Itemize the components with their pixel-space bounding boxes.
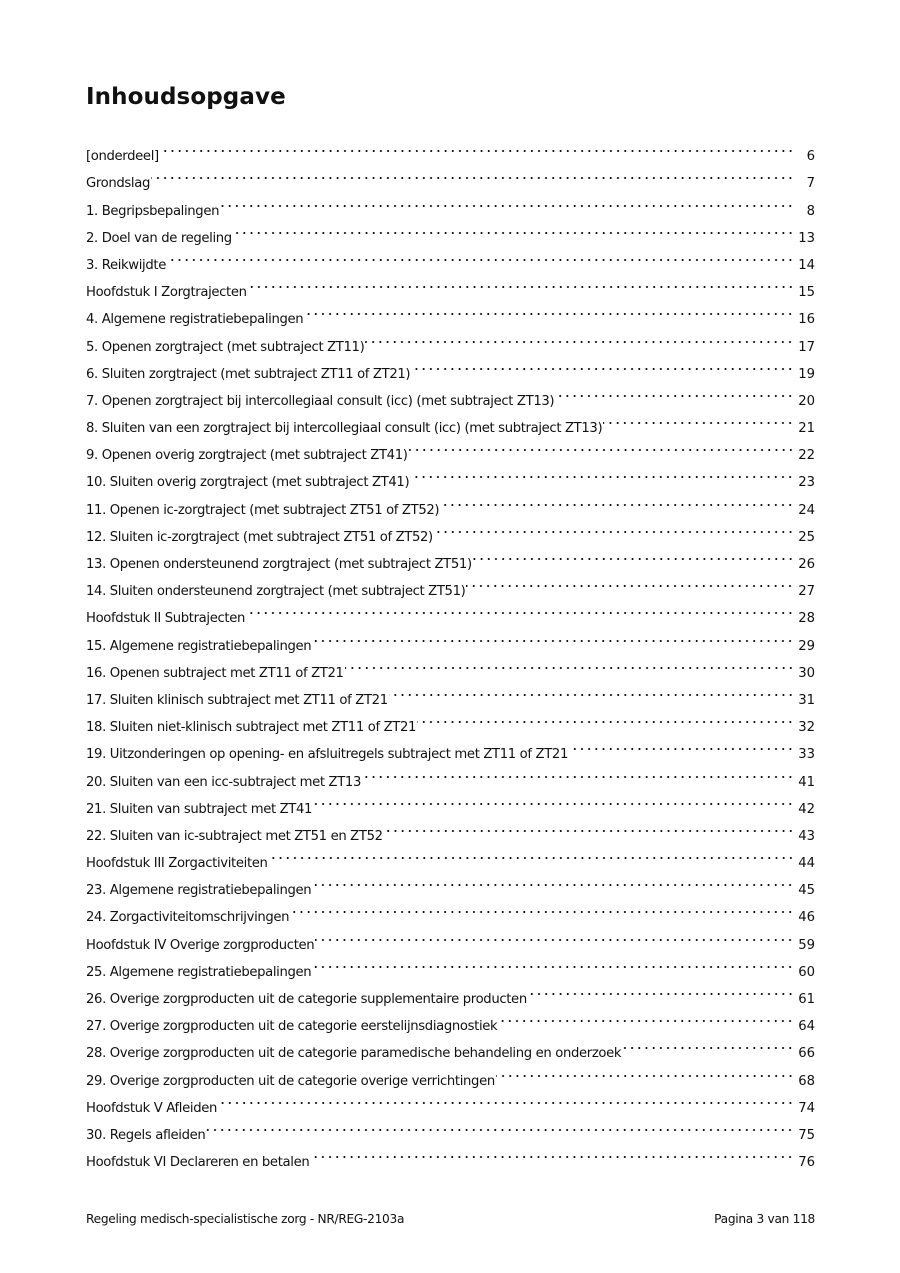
toc-dot-leader [345, 650, 794, 677]
toc-entry-page-number: 7 [806, 176, 815, 192]
toc-entry-label: 19. Uitzonderingen op opening- en afsluitregels subtraject met ZT11 of ZT21 [86, 747, 568, 763]
toc-dot-leader [206, 1112, 794, 1139]
toc-dot-leader [248, 269, 794, 296]
toc-entry-page-number: 59 [798, 937, 815, 953]
toc-entry-label: 12. Sluiten ic-zorgtraject (met subtraject ZT51 of ZT52) [86, 529, 433, 545]
toc-dot-leader [410, 459, 794, 486]
toc-entry-page-number: 27 [798, 584, 815, 600]
toc-dot-leader [411, 351, 794, 378]
toc-entry-label: Hoofdstuk III Zorgactiviteiten [86, 856, 268, 872]
toc-dot-leader [312, 867, 794, 894]
toc-dot-leader [603, 405, 794, 432]
toc-entry-page-number: 41 [798, 774, 815, 790]
toc-dot-leader [315, 921, 794, 948]
toc-entry-page-number: 29 [798, 638, 815, 654]
page-title: Inhoudsopgave [86, 84, 286, 110]
toc-entry-page-number: 26 [798, 557, 815, 572]
toc-dot-leader [384, 813, 794, 840]
toc-entry-page-number: 14 [798, 257, 815, 273]
toc-dot-leader [417, 704, 794, 731]
toc-entry-page-number: 22 [798, 448, 815, 464]
toc-entry-label: 17. Sluiten klinisch subtraject met ZT11 of ZT21 [86, 692, 388, 708]
toc-entry-page-number: 75 [798, 1127, 815, 1143]
toc-dot-leader [466, 568, 794, 595]
toc-entry-label: 26. Overige zorgproducten uit de categorie supplementaire producten [86, 992, 527, 1007]
toc-entry-page-number: 28 [798, 611, 815, 627]
toc-dot-leader [498, 1003, 794, 1030]
toc-dot-leader [310, 1139, 794, 1166]
toc-entry-label: 16. Openen subtraject met ZT11 of ZT21 [86, 665, 344, 681]
toc-dot-leader [313, 786, 794, 813]
toc-entry-label: 18. Sluiten niet-klinisch subtraject met ZT11 of ZT21 [86, 720, 417, 736]
toc-dot-leader [246, 595, 794, 622]
toc-entry-page-number: 16 [798, 312, 815, 328]
toc-entry-label: 27. Overige zorgproducten uit de categorie eerstelijnsdiagnostiek [86, 1019, 498, 1035]
toc-entry-page-number: 19 [798, 366, 815, 382]
toc-dot-leader [233, 215, 794, 242]
toc-entry-page-number: 44 [798, 856, 815, 872]
toc-entry-page-number: 31 [798, 692, 815, 708]
toc-dot-leader [218, 1085, 794, 1112]
toc-dot-leader [151, 160, 794, 187]
toc-entry-page-number: 23 [798, 475, 815, 491]
toc-entry-label: 13. Openen ondersteunend zorgtraject (met subtraject ZT51) [86, 557, 472, 572]
toc-dot-leader [304, 296, 794, 323]
toc-entry-label: 23. Algemene registratiebepalingen [86, 883, 312, 899]
toc-entry-label: 9. Openen overig zorgtraject (met subtraject ZT41) [86, 448, 408, 464]
toc-dot-leader [434, 514, 794, 541]
toc-dot-leader [473, 541, 794, 568]
toc-entry-page-number: 13 [798, 230, 815, 246]
toc-entry-page-number: 74 [798, 1100, 815, 1116]
toc-dot-leader [555, 378, 794, 405]
toc-entry-page-number: 17 [798, 339, 815, 355]
toc-entry[interactable] [86, 269, 815, 301]
toc-entry-page-number: 6 [806, 149, 815, 165]
toc-entry-page-number: 61 [798, 992, 815, 1007]
toc-entry-page-number: 64 [798, 1019, 815, 1035]
toc-dot-leader [290, 894, 794, 921]
toc-dot-leader [440, 486, 794, 513]
toc-dot-leader [167, 242, 794, 269]
footer-document-reference: Regeling medisch-specialistische zorg - NR/REG-2103a [86, 1212, 405, 1226]
toc-entry-label: 7. Openen zorgtraject bij intercollegiaal consult (icc) (met subtraject ZT13) [86, 393, 555, 409]
toc-entry-label: 5. Openen zorgtraject (met subtraject ZT11) [86, 339, 365, 355]
toc-entry-label: 8. Sluiten van een zorgtraject bij intercollegiaal consult (icc) (met subtraject ZT13) [86, 421, 603, 437]
toc-dot-leader [528, 976, 794, 1003]
toc-entry-label: Hoofdstuk I Zorgtrajecten [86, 285, 247, 301]
toc-dot-leader [365, 323, 794, 350]
page-footer [86, 1212, 815, 1226]
toc-entry-page-number: 66 [798, 1046, 815, 1062]
toc-entry-label: 6. Sluiten zorgtraject (met subtraject ZT11 of ZT21) [86, 366, 411, 382]
toc-entry-page-number: 60 [798, 964, 815, 980]
toc-entry-page-number: 30 [798, 665, 815, 681]
toc-entry-page-number: 43 [798, 828, 815, 844]
toc-dot-leader [622, 1030, 794, 1057]
toc-entry-page-number: 24 [798, 502, 815, 518]
toc-entry-page-number: 25 [798, 529, 815, 545]
toc-dot-leader [409, 432, 794, 459]
toc-dot-leader [312, 949, 794, 976]
toc-entry-label: Hoofdstuk VI Declareren en betalen [86, 1155, 310, 1171]
toc-entry-page-number: 68 [798, 1073, 815, 1089]
toc-entry[interactable] [86, 160, 815, 192]
toc-entry-label: Hoofdstuk V Afleiden [86, 1100, 217, 1116]
toc-entry-label: 3. Reikwijdte [86, 257, 166, 273]
toc-dot-leader [269, 840, 794, 867]
toc-entry-label: 29. Overige zorgproducten uit de categorie overige verrichtingen [86, 1073, 495, 1089]
toc-entry-label: 28. Overige zorgproducten uit de categorie paramedische behandeling en onderzoek [86, 1046, 622, 1062]
toc-dot-leader [312, 622, 794, 649]
toc-dot-leader [362, 758, 794, 785]
footer-page-indicator: Pagina 3 van 118 [714, 1212, 815, 1226]
toc-entry-label: Hoofdstuk IV Overige zorgproducten [86, 937, 315, 953]
toc-dot-leader [496, 1057, 794, 1084]
toc-entry-page-number: 20 [798, 393, 815, 409]
toc-dot-leader [160, 133, 794, 160]
toc-entry-label: 24. Zorgactiviteitomschrijvingen [86, 910, 290, 926]
toc-entry-label: 11. Openen ic-zorgtraject (met subtraject ZT51 of ZT52) [86, 502, 440, 518]
toc-entry-label: 22. Sluiten van ic-subtraject met ZT51 en ZT52 [86, 828, 383, 844]
table-of-contents [86, 133, 815, 1171]
toc-entry[interactable] [86, 242, 815, 273]
toc-entry-label: 25. Algemene registratiebepalingen [86, 964, 312, 980]
toc-entry-label: 15. Algemene registratiebepalingen [86, 638, 312, 654]
toc-entry-label: 30. Regels afleiden [86, 1127, 206, 1143]
toc-entry-page-number: 42 [798, 801, 815, 817]
toc-entry-label: 4. Algemene registratiebepalingen [86, 312, 304, 328]
toc-dot-leader [569, 731, 794, 758]
toc-dot-leader [220, 187, 794, 214]
toc-entry-page-number: 32 [798, 720, 815, 736]
toc-entry-label: 2. Doel van de regeling [86, 230, 232, 246]
toc-entry[interactable] [86, 133, 815, 165]
toc-entry-label: 14. Sluiten ondersteunend zorgtraject (met subtraject ZT51) [86, 584, 466, 600]
toc-entry-label: Hoofdstuk II Subtrajecten [86, 611, 245, 627]
toc-entry-page-number: 45 [798, 883, 815, 899]
toc-entry-label: [onderdeel] [86, 149, 159, 165]
toc-entry-page-number: 8 [806, 203, 815, 219]
toc-entry-label: Grondslag [86, 176, 150, 192]
toc-dot-leader [389, 677, 794, 704]
toc-entry-page-number: 21 [798, 421, 815, 437]
toc-entry-label: 1. Begripsbepalingen [86, 203, 220, 219]
toc-entry-label: 21. Sluiten van subtraject met ZT41 [86, 801, 313, 817]
toc-entry[interactable] [86, 187, 815, 219]
toc-entry-label: 20. Sluiten van een icc-subtraject met ZT13 [86, 774, 361, 790]
toc-entry-page-number: 15 [798, 285, 815, 301]
toc-entry-page-number: 76 [798, 1155, 815, 1171]
toc-entry-page-number: 46 [798, 910, 815, 926]
toc-entry-page-number: 33 [798, 747, 815, 763]
toc-entry-label: 10. Sluiten overig zorgtraject (met subtraject ZT41) [86, 475, 410, 491]
